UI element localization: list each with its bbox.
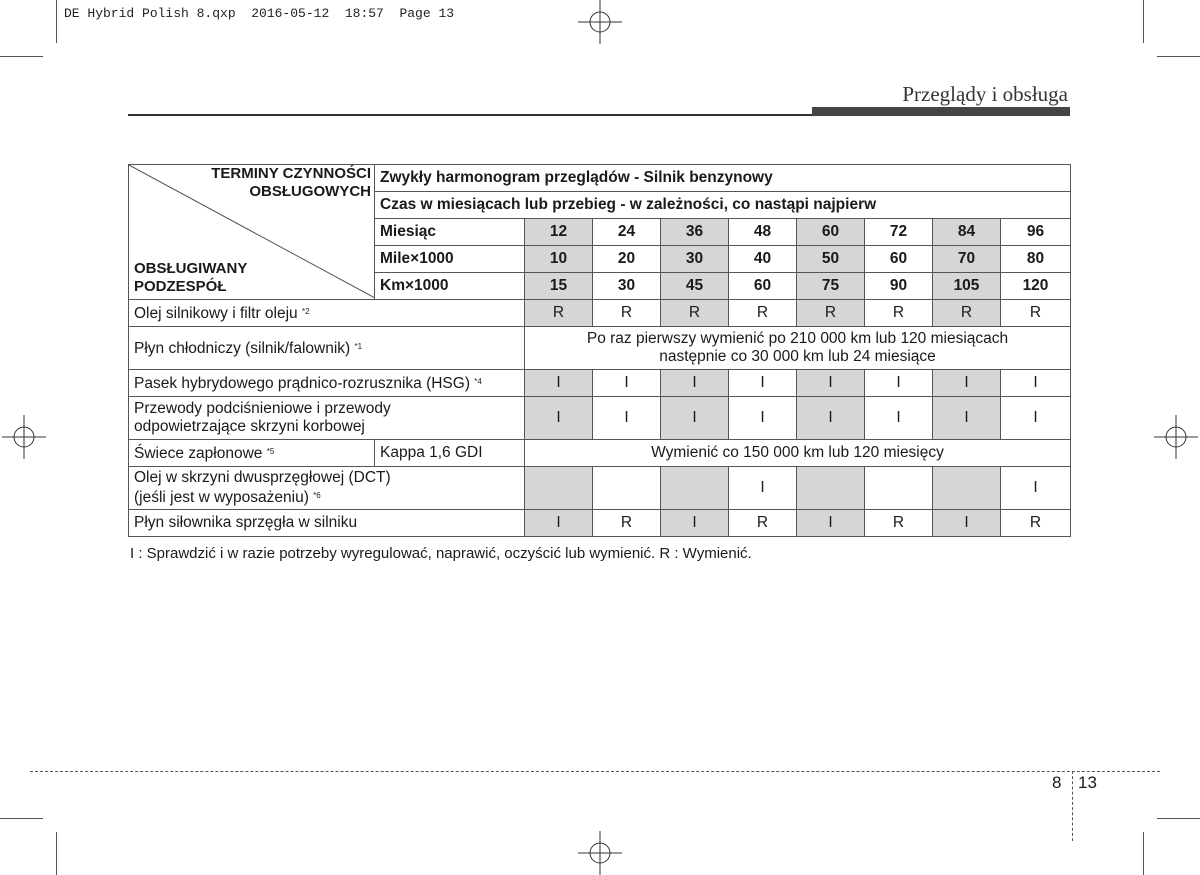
table-cell: R [729, 510, 797, 537]
table-cell: 60 [729, 273, 797, 300]
table-cell: 48 [729, 219, 797, 246]
table-cell: R [593, 510, 661, 537]
table-cell: I [933, 510, 1001, 537]
table-cell: I [729, 397, 797, 440]
row-label: Płyn siłownika sprzęgła w silniku [129, 510, 525, 537]
table-row [129, 327, 1071, 370]
table-cell: R [1001, 300, 1071, 327]
maintenance-schedule-table [128, 164, 1071, 537]
table-cell [525, 467, 593, 510]
table-cell: I [729, 467, 797, 510]
table-cell: 60 [865, 246, 933, 273]
table-cell: 90 [865, 273, 933, 300]
table-cell: I [593, 397, 661, 440]
table-cell: I [661, 397, 729, 440]
table-cell [865, 467, 933, 510]
table-cell: I [525, 397, 593, 440]
row-label: Pasek hybrydowego prądnico-rozrusznika (HSG) $^{*4}$ [129, 370, 525, 397]
registration-mark-icon [578, 831, 622, 875]
table-cell [933, 467, 1001, 510]
crop-mark [56, 0, 57, 43]
table-cell: I [525, 370, 593, 397]
table-cell: 70 [933, 246, 1001, 273]
table-cell: 84 [933, 219, 1001, 246]
table-row [129, 397, 1071, 440]
table-cell: I [593, 370, 661, 397]
row-label: Olej w skrzyni dwusprzęgłowej (DCT) (jeśli jest w wyposażeniu) $^{*6}$ [129, 467, 525, 510]
row-label: Mile×1000 [375, 246, 525, 273]
table-cell: R [729, 300, 797, 327]
table-cell: I [797, 397, 865, 440]
row-label: Miesiąc [375, 219, 525, 246]
table-cell: 40 [729, 246, 797, 273]
table-cell: I [933, 370, 1001, 397]
table-cell: 36 [661, 219, 729, 246]
crop-mark [0, 818, 43, 819]
table-cell: I [797, 370, 865, 397]
print-slug: DE Hybrid Polish 8.qxp 2016-05-12 18:57 Page 13 [64, 6, 455, 21]
table-cell: 12 [525, 219, 593, 246]
table-cell: 30 [661, 246, 729, 273]
table-cell: 60 [797, 219, 865, 246]
table-cell: I [729, 370, 797, 397]
table-row [129, 510, 1071, 537]
table-row [129, 440, 1071, 467]
crop-mark [1143, 0, 1144, 43]
table-cell: 75 [797, 273, 865, 300]
table-cell: I [865, 370, 933, 397]
page-title: Przeglądy i obsługa [902, 82, 1068, 106]
table-cell: 20 [593, 246, 661, 273]
row-label: Olej silnikowy i filtr oleju $^{*2}$ [129, 300, 525, 327]
table-cell: R [593, 300, 661, 327]
table-cell: I [661, 370, 729, 397]
table-cell: R [865, 510, 933, 537]
corner-bottom-label: OBSŁUGIWANY PODZESPÓŁ [134, 260, 248, 295]
table-cell: R [865, 300, 933, 327]
table-cell: 10 [525, 246, 593, 273]
table-cell: 80 [1001, 246, 1071, 273]
corner-top-label: TERMINY CZYNNOŚCI OBSŁUGOWYCH [211, 165, 371, 200]
table-cell: I [1001, 370, 1071, 397]
table-cell: 30 [593, 273, 661, 300]
crop-mark [1157, 818, 1200, 819]
schedule-subheading: Czas w miesiącach lub przebieg - w zależności, co nastąpi najpierw [375, 192, 1071, 219]
table-row [129, 467, 1071, 510]
footer-divider [30, 771, 1160, 772]
row-label: Płyn chłodniczy (silnik/falownik) $^{*1}$ [129, 327, 525, 370]
table-cell: I [525, 510, 593, 537]
row-label: Km×1000 [375, 273, 525, 300]
schedule-heading: Zwykły harmonogram przeglądów - Silnik benzynowy [375, 165, 1071, 192]
table-row [129, 300, 1071, 327]
engine-label: Kappa 1,6 GDI [375, 440, 525, 467]
table-cell: 24 [593, 219, 661, 246]
table-cell: I [865, 397, 933, 440]
table-cell: R [1001, 510, 1071, 537]
table-cell: Po raz pierwszy wymienić po 210 000 km lub 120 miesiącach następnie co 30 000 km lub 24 miesiące [525, 327, 1071, 370]
table-row [129, 370, 1071, 397]
crop-mark [1157, 56, 1200, 57]
table-cell: 15 [525, 273, 593, 300]
row-label: Świece zapłonowe $^{*5}$ [129, 440, 375, 467]
table-cell: I [933, 397, 1001, 440]
section-number: 8 [1052, 773, 1062, 792]
table-cell: 96 [1001, 219, 1071, 246]
crop-mark [1143, 832, 1144, 875]
table-cell: 105 [933, 273, 1001, 300]
table-cell: 72 [865, 219, 933, 246]
row-label: Przewody podciśnieniowe i przewody odpowietrzające skrzyni korbowej [129, 397, 525, 440]
table-cell: I [1001, 397, 1071, 440]
table-cell: 50 [797, 246, 865, 273]
table-corner-header [129, 165, 375, 300]
table-cell: R [797, 300, 865, 327]
registration-mark-icon [2, 415, 46, 459]
table-cell: 120 [1001, 273, 1071, 300]
registration-mark-icon [1154, 415, 1198, 459]
footer-vertical-divider [1072, 771, 1073, 841]
table-cell [593, 467, 661, 510]
table-cell: I [797, 510, 865, 537]
table-cell [661, 467, 729, 510]
crop-mark [56, 832, 57, 875]
page-number: 13 [1078, 773, 1097, 792]
crop-mark [0, 56, 43, 57]
table-cell [797, 467, 865, 510]
registration-mark-icon [578, 0, 622, 44]
table-cell: 45 [661, 273, 729, 300]
table-legend: I : Sprawdzić i w razie potrzeby wyregulować, naprawić, oczyścić lub wymienić. R : Wymienić. [130, 545, 752, 562]
table-cell: R [525, 300, 593, 327]
table-cell: R [661, 300, 729, 327]
header-rule-accent [812, 107, 1070, 116]
table-cell: I [1001, 467, 1071, 510]
table-cell: I [661, 510, 729, 537]
table-cell: R [933, 300, 1001, 327]
table-cell: Wymienić co 150 000 km lub 120 miesięcy [525, 440, 1071, 467]
